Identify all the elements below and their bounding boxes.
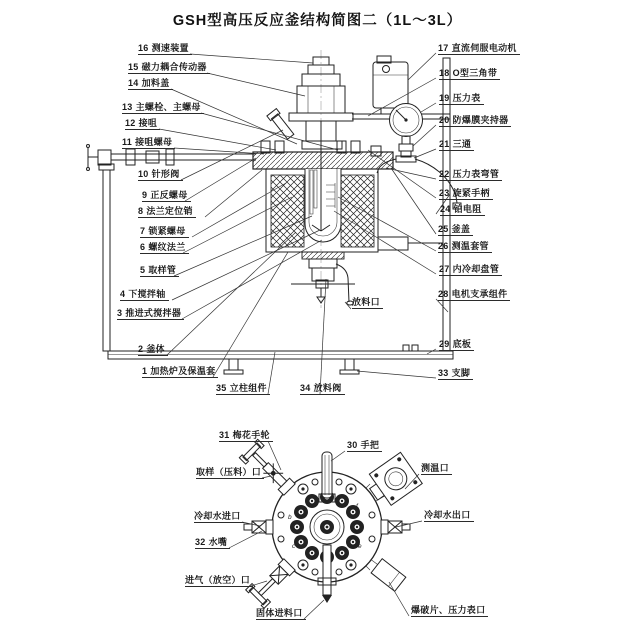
bolt-letter-e: e	[358, 543, 362, 550]
part-label-34: 34 放料阀	[300, 383, 345, 395]
label-cooling-water-outlet: 冷却水出口	[424, 510, 474, 522]
part-label-26: 26 测温套管	[438, 241, 492, 253]
part-label-8: 8 法兰定位销	[138, 206, 196, 218]
label-discharge-port: 放料口	[352, 297, 383, 309]
part-label-9: 9 正反螺母	[142, 190, 191, 202]
label-solid-feed-port: 固体进料口	[256, 608, 306, 620]
part-label-27: 27 内冷却盘管	[439, 264, 502, 276]
label-burst-disc-port: 爆破片、压力表口	[411, 605, 488, 617]
bolt-letter-c: c	[292, 543, 296, 550]
cooling-water-outlet-fitting	[381, 520, 410, 534]
part-label-18: 18 O型三角带	[439, 68, 500, 80]
part-label-4: 4 下搅拌轴	[120, 289, 169, 301]
part-label-19: 19 压力表	[439, 93, 484, 105]
rupture-disc-holder	[399, 144, 413, 151]
part-label-12: 12 接咀	[125, 118, 160, 130]
part-label-3: 3 推进式搅拌器	[117, 308, 184, 320]
part-label-32: 32 水嘴	[195, 537, 230, 549]
label-sampling-port: 取样（压料）口	[196, 467, 264, 479]
part-label-14: 14 加料盖	[128, 78, 173, 90]
label-temperature-port: 测温口	[421, 463, 452, 475]
part-label-2: 2 釜体	[138, 344, 168, 356]
cooling-water-inlet-fitting	[244, 520, 273, 534]
part-label-28: 28 电机支承组件	[438, 289, 510, 301]
label-cooling-water-inlet: 冷却水进口	[194, 511, 244, 523]
kettle-lid	[253, 152, 393, 169]
part-label-33: 33 支脚	[438, 368, 473, 380]
part-label-25: 25 釜盖	[438, 224, 473, 236]
part-label-16: 16 测速装置	[138, 43, 192, 55]
lid-top-view	[239, 439, 422, 608]
part-label-30: 30 手把	[347, 440, 382, 452]
part-label-21: 21 三通	[439, 139, 474, 151]
support-leg	[345, 359, 354, 370]
left-column	[103, 170, 110, 351]
discharge-valve	[291, 252, 355, 305]
part-label-35: 35 立柱组件	[216, 383, 270, 395]
part-label-29: 29 底板	[439, 339, 474, 351]
part-label-13: 13 主螺栓、主螺母	[122, 102, 204, 114]
bolt-letter-f: f	[356, 503, 358, 510]
part-label-20: 20 防爆膜夹持器	[439, 115, 511, 127]
discharge-pipe	[336, 264, 349, 302]
label-gas-inlet-port: 进气（放空）口	[185, 575, 253, 587]
part-label-23: 23 旋紧手柄	[439, 188, 493, 200]
part-label-24: 24 铂电阻	[440, 204, 485, 216]
kettle-body	[305, 169, 341, 242]
bolt-letter-b: b	[288, 514, 292, 521]
part-label-31: 31 梅花手轮	[219, 430, 273, 442]
part-label-17: 17 直流伺服电动机	[438, 43, 520, 55]
support-leg	[229, 359, 238, 370]
part-label-10: 10 针形阀	[138, 169, 183, 181]
part-label-1: 1 加热炉及保温套	[142, 366, 218, 378]
part-label-15: 15 磁力耦合传动器	[128, 62, 210, 74]
part-label-5: 5 取样管	[140, 265, 179, 277]
diagram-title: GSH型高压反应釜结构简图二（1L～3L）	[172, 13, 463, 29]
part-label-6: 6 螺纹法兰	[140, 242, 189, 254]
part-label-22: 22 压力表弯管	[439, 169, 502, 181]
part-label-11: 11 接咀螺母	[122, 137, 175, 149]
part-label-7: 7 锁紧螺母	[140, 226, 189, 238]
